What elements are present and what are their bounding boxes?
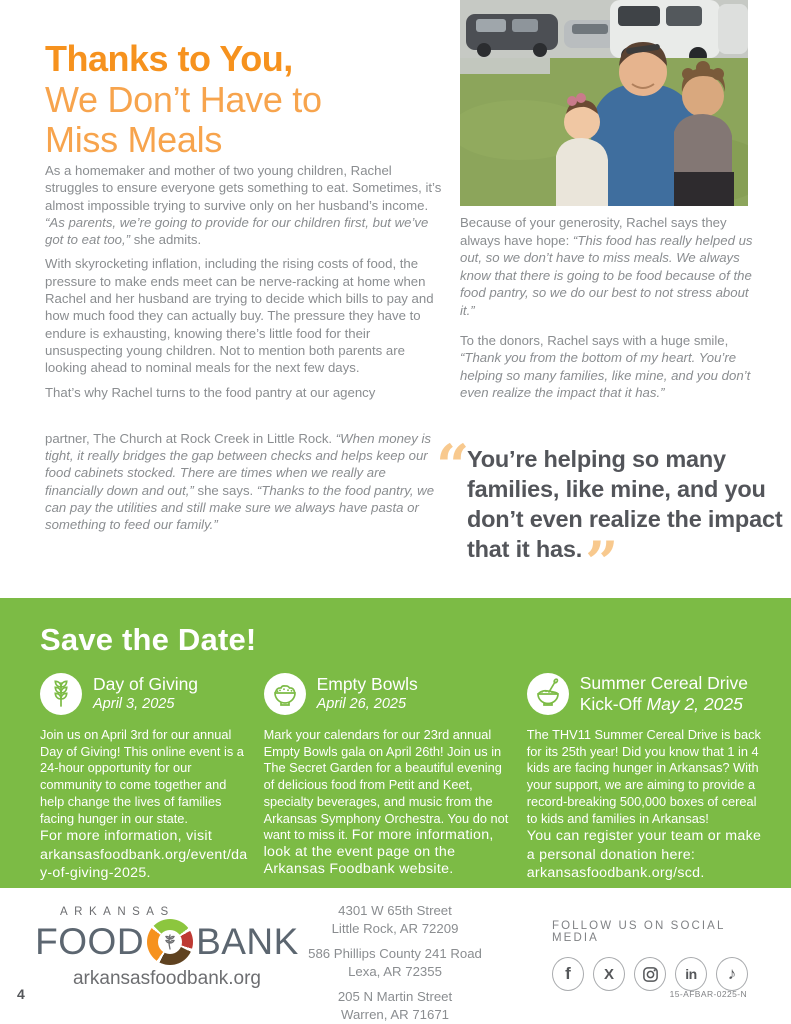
paragraph-6-quote: “Thank you from the bottom of my heart. You’re helping so many families, like mine, and you don’t even realize the impact that it has.”: [460, 350, 751, 401]
logo-food-text: FOOD: [35, 921, 145, 962]
address-line: Warren, AR 71671: [341, 1006, 449, 1022]
events-row: [40, 673, 763, 883]
logo-bank-text: BANK: [196, 921, 299, 962]
event-1-date: April 3, 2025: [93, 696, 175, 712]
event-1-link[interactable]: For more information, visit arkansasfoodbank.org/event/day-of-giving-2025.: [40, 828, 248, 882]
pull-quote: “ You’re helping so many families, like mine, and you don’t even realize the impact that it has.”: [436, 432, 783, 597]
event-2-header: [264, 673, 509, 715]
event-3-link[interactable]: You can register your team or make a personal donation here: arkansasfoodbank.org/scd.: [526, 828, 762, 882]
address-line: 586 Phillips County 241 Road: [308, 946, 482, 961]
document-code: 15-AFBAR-0225-N: [669, 989, 747, 999]
paragraph-4-text: partner, The Church at Rock Creek in Little Rock.: [45, 430, 336, 446]
address-little-rock: [295, 902, 495, 937]
event-3-header: [527, 673, 763, 715]
event-empty-bowls: [264, 673, 509, 883]
event-3-title-prefix: Kick-Off: [579, 694, 647, 714]
paragraph-4-quote1: “When money is tight, it really bridges the gap between checks and helps keep our food cabinets stocked. There are times when we really are financially down and out,”: [45, 430, 432, 498]
family-photo: [460, 0, 748, 206]
social-media-label: FOLLOW US ON SOCIAL MEDIA: [552, 920, 726, 944]
event-3-body-text: The THV11 Summer Cereal Drive is back for its 25th year! Did you know that 1 in 4 kids are facing hunger in Arkansas? With your support, we are aiming to provide a record-breaking 500,000 boxes of cereal to kids and families in Arkansas!: [526, 727, 761, 826]
cereal-bowl-icon: [527, 673, 569, 715]
article-right-column: [460, 214, 762, 414]
address-line: Little Rock, AR 72209: [331, 920, 459, 936]
event-1-header: [40, 673, 250, 715]
address-line: Lexa, AR 72355: [348, 963, 442, 979]
tiktok-glyph: ♪: [727, 964, 737, 983]
instagram-glyph: [642, 966, 659, 983]
headline-bold: Thanks to You,: [45, 38, 293, 79]
logo-website-url[interactable]: arkansasfoodbank.org: [72, 968, 261, 989]
paragraph-1: [45, 162, 444, 248]
paragraph-4-mid: she says.: [193, 482, 257, 498]
event-2-body: [264, 727, 509, 877]
paragraph-5: [460, 214, 762, 320]
event-3-titles: [580, 673, 748, 715]
headline: [45, 38, 445, 160]
address-list: [295, 902, 495, 1024]
event-1-titles: [93, 674, 198, 714]
paragraph-6: [460, 332, 762, 402]
paragraph-6-text: To the donors, Rachel says with a huge smile,: [460, 332, 729, 348]
paragraph-5-quote: “This food has really helped us out, so we don’t have to miss meals. We always know that there is going to be food because of the food pantry, so we do our best to not stress about it.”: [460, 232, 753, 318]
family-photo-illustration: [460, 0, 748, 206]
linkedin-icon[interactable]: [675, 957, 707, 991]
address-line: 4301 W 65th Street: [338, 903, 452, 918]
facebook-glyph: f: [565, 964, 571, 983]
paragraph-1-text: As a homemaker and mother of two young children, Rachel struggles to ensure everyone gets something to eat. Sometimes, it’s almost impossible trying to survive only on her husband’s income.: [45, 163, 442, 213]
page-number: 4: [17, 986, 25, 1002]
empty-bowl-icon: [264, 673, 306, 715]
paragraph-1-quote: “As parents, we’re going to provide for our children first, but we’ve got to eat too,”: [45, 214, 429, 248]
event-1-title: Day of Giving: [93, 674, 199, 694]
event-1-body: [40, 727, 250, 827]
event-3-title-line1: Summer Cereal Drive: [579, 673, 748, 693]
page-footer: [0, 888, 791, 1024]
event-1-body-text: Join us on April 3rd for our annual Day of Giving! This online event is a 24-hour opportunity for our community to come together and help change the lives of families facing hunger in our state.: [40, 727, 244, 826]
event-2-date: April 26, 2025: [316, 696, 407, 712]
facebook-icon[interactable]: [552, 957, 584, 991]
address-line: 205 N Martin Street: [337, 989, 453, 1004]
event-3-body: [527, 727, 763, 827]
address-warren: [295, 988, 495, 1023]
x-icon[interactable]: [593, 957, 625, 991]
event-2-body-text: Mark your calendars for our 23rd annual Empty Bowls gala on April 26th! Join us in The Secret Garden for a beautiful evening of delicious food from Petit and Keet, specialty beverages, and music from the Arkansas Symphony Orchestra. You do not want to miss it.: [263, 727, 509, 843]
headline-light-line1: We Don’t Have to: [45, 79, 322, 120]
paragraph-3: That’s why Rachel turns to the food pantry at our agency: [45, 384, 376, 400]
event-2-titles: [317, 674, 418, 714]
event-summer-cereal-drive: [527, 673, 763, 883]
arkansas-foodbank-logo: [35, 906, 299, 990]
paragraph-4: [45, 430, 444, 534]
linkedin-glyph: in: [685, 966, 697, 982]
paragraph-1-end: she admits.: [130, 232, 202, 248]
event-2-link[interactable]: For more information, look at the event page on the Arkansas Foodbank website.: [263, 827, 494, 877]
social-icons-row: [552, 957, 757, 991]
event-3-title-line2: [580, 694, 748, 715]
address-lexa: [295, 945, 495, 980]
event-3-date: May 2, 2025: [646, 694, 743, 714]
logo-wheat-icon: [161, 932, 179, 952]
open-quote-icon: “: [436, 432, 470, 500]
paragraph-4-quote2: “Thanks to the food pantry, we can pay the utilities and still make sure we always have pasta or something to feed our family.”: [45, 482, 435, 533]
foodbank-wheel-icon: [147, 919, 193, 965]
pull-quote-text: You’re helping so many families, like mine, and you don’t even realize the impact that it has.: [467, 446, 783, 562]
headline-light-line2: Miss Meals: [45, 119, 223, 160]
event-2-title: Empty Bowls: [316, 674, 418, 694]
paragraph-2: With skyrocketing inflation, including the rising costs of food, the pressure to make ends meet can be nerve-racking at home when Rachel and her husband are trying to decide which bills to pay and how much food they can actually buy. The pressure they have to endure is exhausting, knowing there’s little food for their unsuspecting young children. Not to mention both parents are looking ahead to nominal meals for the next few days.: [45, 256, 434, 376]
save-the-date-section: [0, 598, 791, 888]
logo-arkansas-text: ARKANSAS: [60, 906, 175, 918]
instagram-icon[interactable]: [634, 957, 666, 991]
article-left-column: [45, 162, 444, 541]
social-media-block: [552, 920, 757, 991]
save-the-date-title: Save the Date!: [40, 622, 257, 657]
wheat-icon: [40, 673, 82, 715]
x-glyph: X: [603, 965, 614, 983]
paragraph-5-text: Because of your generosity, Rachel says they always have hope:: [460, 215, 727, 248]
tiktok-icon[interactable]: [716, 957, 748, 991]
event-day-of-giving: [40, 673, 250, 883]
logo-wordmark: [35, 919, 299, 965]
